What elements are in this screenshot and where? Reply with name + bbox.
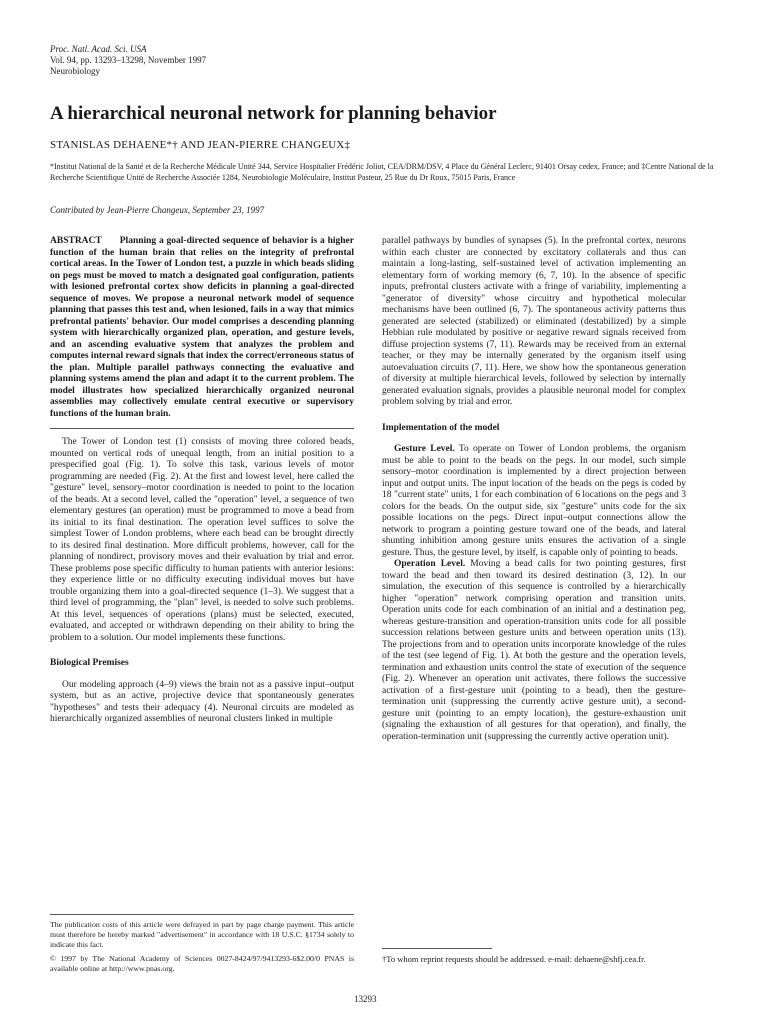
abstract-text: Planning a goal-directed sequence of behavior is a higher function of the human brain that relies on the integrity of prefrontal cortical areas. In the Tower of London test, a puzzle in which beads sliding on pegs must be moved to match a designated goal configuration, patients with lesioned prefrontal cortex show deficits in planning a goal-directed sequence of moves. We propose a neuronal network model of sequence planning that passes this test and, when lesioned, fails in a way that mimics prefrontal patients' behavior. Our model comprises a descending planning system with hierarchically organized plan, operation, and gesture levels, and an ascending evaluative system that analyzes the problem and computes internal reward signals that index the correct/erroneous status of the plan. Multiple parallel pathways connecting the evaluative and planning systems amend the plan and adapt it to the current problem. The model illustrates how specialized hierarchically organized neuronal assemblies may collectively emulate central executive or supervisory functions of the human brain. [50,236,354,419]
author-list: STANISLAS DEHAENE*† AND JEAN-PIERRE CHANGEUX‡ [50,139,351,151]
bio-paragraph-left: Our modeling approach (4–9) views the brain not as a passive input–output system, but as an active, projective device that spontaneously generates "hypotheses" and tests their adequacy (4). Neuronal circuits are modeled as hierarchically organized assemblies of neuronal clusters linked in multiple [50,679,354,724]
right-column [382,236,686,743]
affiliations: *Institut National de la Santé et de la Recherche Médicale Unité 344, Service Hospitalier Frédéric Joliot, CEA/DRM/DSV, 4 Place du Général Leclerc, 91401 Orsay cedex, France; and ‡Centre National de la Recherche Scientifique Unité de Recherche Associée 1284, Neurobiologie Moléculaire, Institut Pasteur, 25 Rue du Dr Roux, 75015 Paris, France [50,162,714,182]
journal-volume: Vol. 94, pp. 13293–13298, November 1997 [50,55,207,65]
gesture-level-label: Gesture Level. [394,444,455,454]
journal-header [50,44,206,77]
footnote-divider-right [382,948,492,949]
left-column [50,236,354,726]
gesture-level-paragraph [382,444,686,559]
bio-paragraph-right: parallel pathways by bundles of synapses (5). In the prefrontal cortex, neurons within each cluster are connected by excitatory collaterals and thus can maintain a long-lasting, self-sustained level of activation implementing an elementary form of working memory (6, 7, 10). In the absence of specific inputs, prefrontal clusters activate with a fringe of variability, implementing a "generator of diversity" whose circuitry and hypothetical molecular mechanisms have been outlined (6, 7). The spontaneous activity patterns thus generated are selected (stabilized) or eliminated (destabilized) by a simple Hebbian rule modulated by positive or negative reward signals received from diffuse projection systems (7, 11). Rewards may be received from an external teacher, or they may be internally generated by the organism itself using autoevaluation circuits (7, 11). Here, we show how the spontaneous generation of diversity at multiple hierarchical levels, followed by selection by internally generated evaluation signals, provides a plausible neuronal model for complex problem solving by trial and error. [382,236,686,407]
abstract [50,236,354,420]
abstract-label: ABSTRACT [50,236,102,246]
page-number: 13293 [354,994,377,1004]
section-heading-implementation: Implementation of the model [382,422,500,433]
footnote-divider [50,914,354,915]
journal-section: Neurobiology [50,66,100,76]
contributed-line: Contributed by Jean-Pierre Changeux, September 23, 1997 [50,205,265,215]
operation-level-label: Operation Level. [394,559,466,569]
intro-paragraph: The Tower of London test (1) consists of moving three colored beads, mounted on vertical rods of unequal length, from an initial position to a prespecified goal (Fig. 1). To solve this task, various levels of motor programming are needed (Fig. 2). At the first and lowest level, here called the "gesture" level, sensory–motor coordination is needed to point to the location of the beads. At a second level, called the "operation" level, a sequence of two elementary gestures (an operation) must be programmed to move a bead from its initial to its final destination. The operation level suffices to solve the simplest Tower of London problems, where each bead can be brought directly to its desired final destination. More difficult problems, however, call for the planning of nondirect, provisory moves and their evaluation by trial and error. These problems pose specific difficulty to human patients with anterior lesions: they experience little or no difficulty executing individual moves but have trouble organizing them into a goal-directed sequence (1–3). We suggest that a third level of programming, the "plan" level, is needed to solve such problems. At this level, sequences of operations (plans) must be selected, executed, evaluated, and accepted or withdrawn depending on their ability to bring the problem to a solution. Our model implements these functions. [50,437,354,643]
paper-title: A hierarchical neuronal network for planning behavior [50,103,497,124]
copyright-note: © 1997 by The National Academy of Sciences 0027-8424/97/9413293-6$2.00/0 PNAS is available online at http://www.pnas.org. [50,954,354,973]
operation-level-paragraph [382,559,686,743]
operation-level-text: Moving a bead calls for two pointing gestures, first toward the bead and then toward its desired destination (3, 12). In our simulation, the execution of this sequence is controlled by a hierarchically higher "operation" network comprising operation and transition units. Operation units code for each combination of an initial and a destination peg, whereas gesture-transition and operation-transition units code for all possible succession relations between gesture units and between operation units (13). The projections from and to operation units incorporate knowledge of the rules of the test (see legend of Fig. 1). At both the gesture and the operation levels, termination and exhaustion units control the state of execution of the sequence (Fig. 2). Whenever an operation unit activates, there follows the successive activation of a first-gesture unit (pointing to a bead), then the gesture-termination unit (suppressing the currently active gesture unit), a second-gesture unit (pointing to an empty location), the gesture-exhaustion unit (signaling the exhaustion of all gestures for that operation), and finally, the operation-termination unit (suppressing the currently active operation unit). [382,559,686,742]
section-heading-biological-premises: Biological Premises [50,658,129,668]
gesture-level-text: To operate on Tower of London problems, the organism must be able to point to the beads on the pegs. In our model, such simple sensory–motor coordination is implemented by a direct projection between input and output units. The input location of the beads on the pegs is coded by 18 "current state" units, 1 for each combination of 6 locations on the pegs and 3 colors for the beads. On the output side, six "gesture" units code for the six possible locations on the pegs. Direct input–output connections allow the network to program a pointing gesture toward one of the beads, and lateral shunting inhibition among gesture units ensures the activation of a single gesture. Thus, the gesture level, by itself, is capable only of pointing to beads. [382,444,686,558]
page-charge-note: The publication costs of this article were defrayed in part by page charge payment. This article must therefore be hereby marked "advertisement" in accordance with 18 U.S.C. §1734 solely to indicate this fact. [50,920,354,949]
abstract-divider [50,428,354,429]
footnotes-right [382,948,686,965]
footnotes-left [50,914,354,978]
journal-name: Proc. Natl. Acad. Sci. USA [50,44,147,54]
reprint-note: †To whom reprint requests should be addressed. e-mail: dehaene@shfj.cea.fr. [382,954,646,964]
